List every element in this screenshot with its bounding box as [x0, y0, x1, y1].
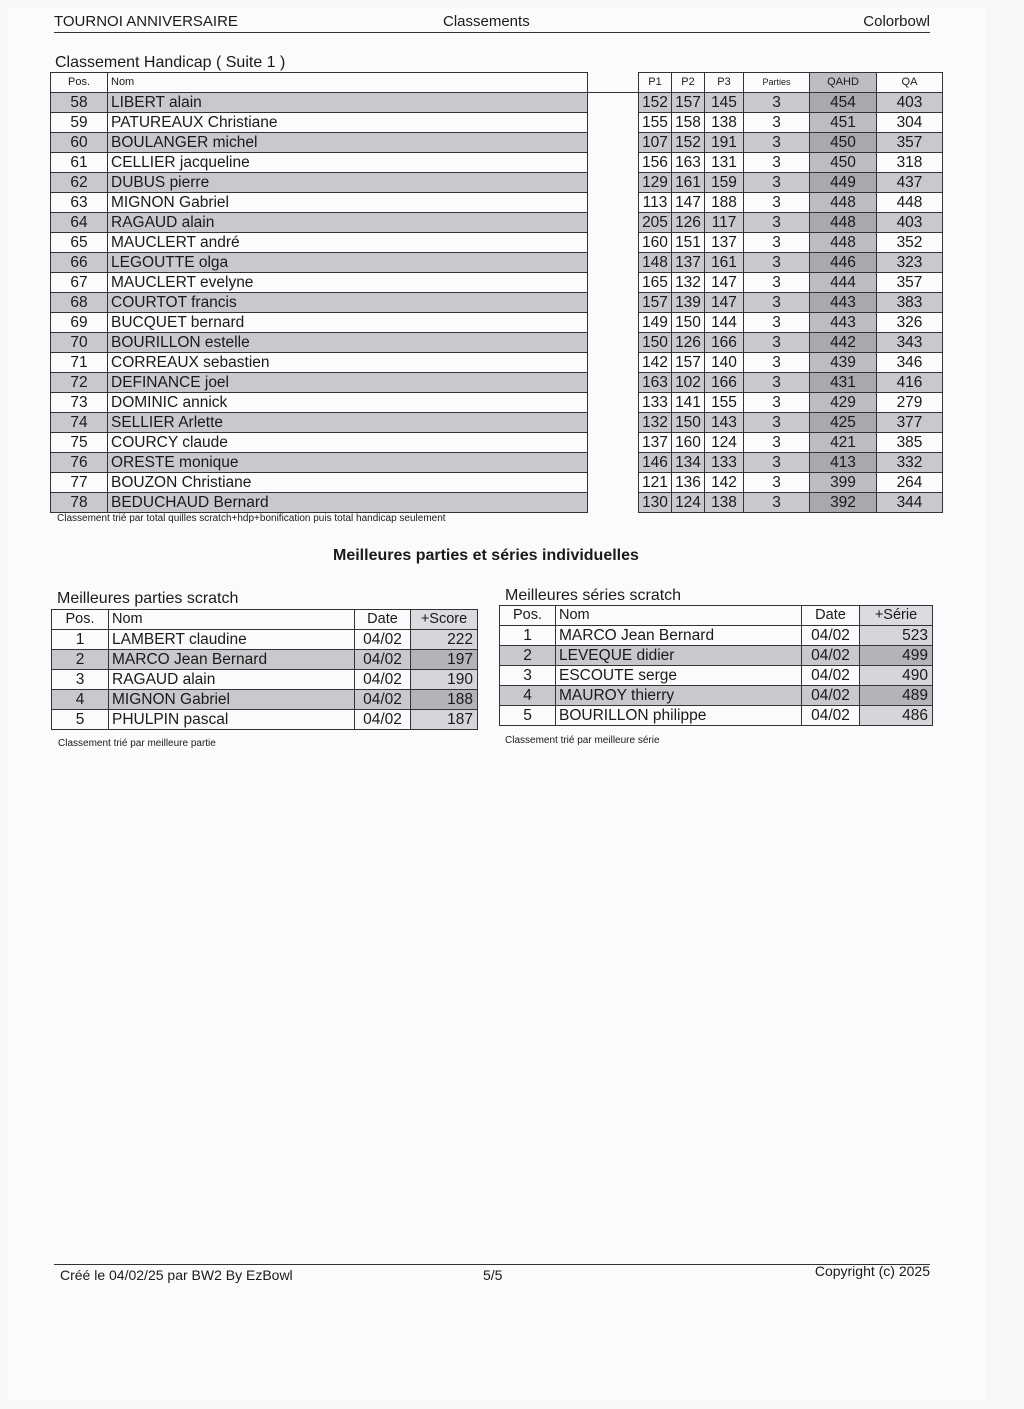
col-p2: P2 — [672, 73, 705, 93]
handicap-row — [51, 233, 943, 253]
row-nom: BOURILLON philippe — [556, 706, 802, 726]
row-gap — [588, 253, 639, 273]
row-p2: 157 — [672, 93, 705, 113]
row-qa: 343 — [877, 333, 943, 353]
row-p3: 159 — [705, 173, 744, 193]
row-qahd: 392 — [810, 493, 877, 513]
row-p2: 150 — [672, 313, 705, 333]
row-qa: 357 — [877, 133, 943, 153]
row-qahd: 448 — [810, 193, 877, 213]
row-qahd: 399 — [810, 473, 877, 493]
row-qahd: 431 — [810, 373, 877, 393]
row-nom: MAUCLERT andré — [108, 233, 588, 253]
row-p3: 155 — [705, 393, 744, 413]
row-pos: 2 — [500, 646, 556, 666]
row-qahd: 439 — [810, 353, 877, 373]
best-section-title: Meilleures parties et séries individuelles — [333, 547, 639, 564]
row-gap — [588, 473, 639, 493]
row-qahd: 442 — [810, 333, 877, 353]
row-qa: 352 — [877, 233, 943, 253]
row-qa: 448 — [877, 193, 943, 213]
row-nom: DEFINANCE joel — [108, 373, 588, 393]
row-nom: SELLIER Arlette — [108, 413, 588, 433]
row-p3: 191 — [705, 133, 744, 153]
table-row — [52, 670, 478, 690]
row-gap — [588, 193, 639, 213]
row-date: 04/02 — [355, 710, 411, 730]
row-p3: 124 — [705, 433, 744, 453]
bs-col-score: +Série — [860, 606, 933, 626]
row-nom: MIGNON Gabriel — [109, 690, 355, 710]
table-row — [52, 690, 478, 710]
row-p2: 147 — [672, 193, 705, 213]
row-parties: 3 — [744, 373, 810, 393]
handicap-row — [51, 153, 943, 173]
handicap-row — [51, 453, 943, 473]
row-qa: 264 — [877, 473, 943, 493]
row-gap — [588, 133, 639, 153]
row-parties: 3 — [744, 433, 810, 453]
row-pos: 69 — [51, 313, 108, 333]
row-p1: 146 — [639, 453, 672, 473]
row-qahd: 446 — [810, 253, 877, 273]
row-p3: 147 — [705, 293, 744, 313]
handicap-row — [51, 293, 943, 313]
col-qa: QA — [877, 73, 943, 93]
row-p1: 165 — [639, 273, 672, 293]
row-p1: 157 — [639, 293, 672, 313]
page-header — [54, 12, 930, 33]
row-p2: 151 — [672, 233, 705, 253]
handicap-row — [51, 273, 943, 293]
row-pos: 68 — [51, 293, 108, 313]
row-parties: 3 — [744, 173, 810, 193]
row-nom: ORESTE monique — [108, 453, 588, 473]
best-parties-title: Meilleures parties scratch — [57, 590, 239, 607]
row-pos: 4 — [52, 690, 109, 710]
handicap-row — [51, 173, 943, 193]
row-gap — [588, 433, 639, 453]
row-qahd: 451 — [810, 113, 877, 133]
best-parties-note: Classement trié par meilleure partie — [58, 738, 216, 749]
row-p2: 102 — [672, 373, 705, 393]
row-p3: 147 — [705, 273, 744, 293]
table-row — [500, 646, 933, 666]
row-p3: 166 — [705, 333, 744, 353]
row-nom: MAUCLERT evelyne — [108, 273, 588, 293]
handicap-row — [51, 113, 943, 133]
table-row — [52, 710, 478, 730]
row-gap — [588, 273, 639, 293]
row-p1: 155 — [639, 113, 672, 133]
row-p1: 121 — [639, 473, 672, 493]
row-date: 04/02 — [355, 690, 411, 710]
row-score: 490 — [860, 666, 933, 686]
table-row — [500, 686, 933, 706]
row-qahd: 444 — [810, 273, 877, 293]
bp-col-date: Date — [355, 610, 411, 630]
handicap-row — [51, 353, 943, 373]
row-p2: 150 — [672, 413, 705, 433]
row-gap — [588, 393, 639, 413]
row-pos: 64 — [51, 213, 108, 233]
bp-col-score: +Score — [411, 610, 478, 630]
row-gap — [588, 333, 639, 353]
row-pos: 60 — [51, 133, 108, 153]
row-parties: 3 — [744, 153, 810, 173]
row-p1: 129 — [639, 173, 672, 193]
handicap-row — [51, 253, 943, 273]
row-pos: 62 — [51, 173, 108, 193]
row-p3: 161 — [705, 253, 744, 273]
row-gap — [588, 153, 639, 173]
row-gap — [588, 293, 639, 313]
row-pos: 75 — [51, 433, 108, 453]
row-pos: 78 — [51, 493, 108, 513]
row-nom: CELLIER jacqueline — [108, 153, 588, 173]
row-qahd: 448 — [810, 213, 877, 233]
row-gap — [588, 173, 639, 193]
row-p2: 126 — [672, 213, 705, 233]
row-pos: 65 — [51, 233, 108, 253]
row-nom: PHULPIN pascal — [109, 710, 355, 730]
row-p3: 140 — [705, 353, 744, 373]
row-gap — [588, 453, 639, 473]
row-parties: 3 — [744, 213, 810, 233]
row-p1: 142 — [639, 353, 672, 373]
row-p1: 132 — [639, 413, 672, 433]
footer-copyright: Copyright (c) 2025 — [814, 1263, 930, 1279]
row-qa: 357 — [877, 273, 943, 293]
row-parties: 3 — [744, 253, 810, 273]
row-nom: COURCY claude — [108, 433, 588, 453]
row-p2: 137 — [672, 253, 705, 273]
row-gap — [588, 213, 639, 233]
row-date: 04/02 — [802, 686, 860, 706]
row-parties: 3 — [744, 413, 810, 433]
row-qa: 304 — [877, 113, 943, 133]
row-qa: 332 — [877, 453, 943, 473]
row-p1: 113 — [639, 193, 672, 213]
row-parties: 3 — [744, 293, 810, 313]
row-qahd: 450 — [810, 153, 877, 173]
row-p3: 131 — [705, 153, 744, 173]
row-pos: 59 — [51, 113, 108, 133]
row-nom: COURTOT francis — [108, 293, 588, 313]
handicap-row — [51, 433, 943, 453]
row-parties: 3 — [744, 313, 810, 333]
row-qa: 326 — [877, 313, 943, 333]
row-gap — [588, 413, 639, 433]
row-qahd: 454 — [810, 93, 877, 113]
row-qahd: 443 — [810, 313, 877, 333]
row-nom: MAUROY thierry — [556, 686, 802, 706]
col-p3: P3 — [705, 73, 744, 93]
bs-col-pos: Pos. — [500, 606, 556, 626]
row-p1: 152 — [639, 93, 672, 113]
row-p3: 145 — [705, 93, 744, 113]
best-series-title: Meilleures séries scratch — [505, 587, 682, 604]
row-pos: 3 — [52, 670, 109, 690]
row-p2: 132 — [672, 273, 705, 293]
row-date: 04/02 — [802, 626, 860, 646]
row-p3: 138 — [705, 493, 744, 513]
handicap-row — [51, 93, 943, 113]
row-p1: 148 — [639, 253, 672, 273]
row-parties: 3 — [744, 233, 810, 253]
handicap-row — [51, 133, 943, 153]
row-nom: MARCO Jean Bernard — [556, 626, 802, 646]
row-pos: 74 — [51, 413, 108, 433]
handicap-title: Classement Handicap ( Suite 1 ) — [55, 54, 286, 71]
row-qahd: 443 — [810, 293, 877, 313]
row-date: 04/02 — [802, 646, 860, 666]
row-gap — [588, 233, 639, 253]
row-nom: BUCQUET bernard — [108, 313, 588, 333]
row-qahd: 425 — [810, 413, 877, 433]
col-parties: Parties — [744, 73, 810, 93]
handicap-note: Classement trié par total quilles scratch+hdp+bonification puis total handicap seulement — [57, 513, 446, 524]
handicap-row — [51, 393, 943, 413]
col-pos: Pos. — [51, 73, 108, 93]
row-qahd: 449 — [810, 173, 877, 193]
handicap-row — [51, 413, 943, 433]
row-nom: MARCO Jean Bernard — [109, 650, 355, 670]
row-qahd: 421 — [810, 433, 877, 453]
row-nom: BEDUCHAUD Bernard — [108, 493, 588, 513]
row-pos: 5 — [500, 706, 556, 726]
row-score: 222 — [411, 630, 478, 650]
row-nom: LAMBERT claudine — [109, 630, 355, 650]
row-score: 489 — [860, 686, 933, 706]
row-parties: 3 — [744, 273, 810, 293]
row-pos: 71 — [51, 353, 108, 373]
row-p3: 143 — [705, 413, 744, 433]
row-parties: 3 — [744, 333, 810, 353]
row-pos: 61 — [51, 153, 108, 173]
row-pos: 63 — [51, 193, 108, 213]
row-qa: 318 — [877, 153, 943, 173]
row-qahd: 413 — [810, 453, 877, 473]
row-qa: 344 — [877, 493, 943, 513]
row-nom: DUBUS pierre — [108, 173, 588, 193]
header-tournament: TOURNOI ANNIVERSAIRE — [54, 13, 238, 30]
handicap-row — [51, 473, 943, 493]
row-score: 187 — [411, 710, 478, 730]
footer-page-number: 5/5 — [483, 1267, 503, 1283]
row-pos: 5 — [52, 710, 109, 730]
row-parties: 3 — [744, 133, 810, 153]
row-parties: 3 — [744, 353, 810, 373]
row-pos: 73 — [51, 393, 108, 413]
handicap-header-row — [51, 73, 943, 93]
row-p2: 139 — [672, 293, 705, 313]
row-qahd: 450 — [810, 133, 877, 153]
row-pos: 3 — [500, 666, 556, 686]
row-gap — [588, 493, 639, 513]
bp-col-nom: Nom — [109, 610, 355, 630]
row-p1: 137 — [639, 433, 672, 453]
row-p2: 160 — [672, 433, 705, 453]
row-gap — [588, 313, 639, 333]
row-p1: 163 — [639, 373, 672, 393]
row-parties: 3 — [744, 453, 810, 473]
row-p2: 157 — [672, 353, 705, 373]
row-parties: 3 — [744, 393, 810, 413]
row-p2: 134 — [672, 453, 705, 473]
row-qahd: 448 — [810, 233, 877, 253]
row-parties: 3 — [744, 113, 810, 133]
row-p2: 163 — [672, 153, 705, 173]
footer-created: Créé le 04/02/25 par BW2 By EzBowl — [60, 1267, 293, 1283]
row-p3: 133 — [705, 453, 744, 473]
best-series-header-row — [500, 606, 933, 626]
row-nom: CORREAUX sebastien — [108, 353, 588, 373]
row-p3: 188 — [705, 193, 744, 213]
row-qa: 403 — [877, 93, 943, 113]
row-p1: 205 — [639, 213, 672, 233]
row-qa: 323 — [877, 253, 943, 273]
row-nom: ESCOUTE serge — [556, 666, 802, 686]
row-p1: 133 — [639, 393, 672, 413]
row-p3: 142 — [705, 473, 744, 493]
row-gap — [588, 113, 639, 133]
bs-col-nom: Nom — [556, 606, 802, 626]
handicap-row — [51, 493, 943, 513]
row-score: 190 — [411, 670, 478, 690]
row-p2: 152 — [672, 133, 705, 153]
row-nom: BOULANGER michel — [108, 133, 588, 153]
best-parties-table — [51, 609, 478, 730]
col-gap — [588, 73, 639, 93]
row-nom: PATUREAUX Christiane — [108, 113, 588, 133]
header-section: Classements — [443, 13, 530, 30]
row-pos: 72 — [51, 373, 108, 393]
row-score: 188 — [411, 690, 478, 710]
row-p2: 124 — [672, 493, 705, 513]
row-pos: 66 — [51, 253, 108, 273]
row-p2: 141 — [672, 393, 705, 413]
row-qa: 279 — [877, 393, 943, 413]
row-p1: 107 — [639, 133, 672, 153]
row-pos: 77 — [51, 473, 108, 493]
row-nom: BOUZON Christiane — [108, 473, 588, 493]
table-row — [500, 706, 933, 726]
row-nom: RAGAUD alain — [108, 213, 588, 233]
best-series-table — [499, 605, 933, 726]
row-p3: 138 — [705, 113, 744, 133]
row-date: 04/02 — [355, 670, 411, 690]
row-p3: 137 — [705, 233, 744, 253]
handicap-row — [51, 333, 943, 353]
row-score: 486 — [860, 706, 933, 726]
row-date: 04/02 — [355, 630, 411, 650]
row-pos: 70 — [51, 333, 108, 353]
row-p3: 144 — [705, 313, 744, 333]
col-p1: P1 — [639, 73, 672, 93]
handicap-row — [51, 213, 943, 233]
row-pos: 1 — [52, 630, 109, 650]
row-pos: 1 — [500, 626, 556, 646]
row-parties: 3 — [744, 493, 810, 513]
row-nom: BOURILLON estelle — [108, 333, 588, 353]
row-score: 499 — [860, 646, 933, 666]
handicap-table — [50, 72, 943, 513]
page-footer — [54, 1264, 930, 1285]
row-p1: 149 — [639, 313, 672, 333]
row-parties: 3 — [744, 193, 810, 213]
row-qa: 383 — [877, 293, 943, 313]
handicap-row — [51, 193, 943, 213]
row-qa: 377 — [877, 413, 943, 433]
row-p2: 161 — [672, 173, 705, 193]
row-date: 04/02 — [802, 666, 860, 686]
bs-col-date: Date — [802, 606, 860, 626]
row-p2: 126 — [672, 333, 705, 353]
row-p3: 166 — [705, 373, 744, 393]
row-p1: 150 — [639, 333, 672, 353]
row-pos: 67 — [51, 273, 108, 293]
row-nom: LEGOUTTE olga — [108, 253, 588, 273]
row-parties: 3 — [744, 473, 810, 493]
row-parties: 3 — [744, 93, 810, 113]
row-qa: 346 — [877, 353, 943, 373]
best-series-note: Classement trié par meilleure série — [505, 735, 660, 746]
row-nom: MIGNON Gabriel — [108, 193, 588, 213]
table-row — [500, 626, 933, 646]
row-qahd: 429 — [810, 393, 877, 413]
row-p1: 130 — [639, 493, 672, 513]
row-pos: 58 — [51, 93, 108, 113]
col-nom: Nom — [108, 73, 588, 93]
row-date: 04/02 — [355, 650, 411, 670]
row-nom: DOMINIC annick — [108, 393, 588, 413]
row-p3: 117 — [705, 213, 744, 233]
row-nom: LEVEQUE didier — [556, 646, 802, 666]
row-p2: 158 — [672, 113, 705, 133]
bp-col-pos: Pos. — [52, 610, 109, 630]
row-qa: 437 — [877, 173, 943, 193]
row-gap — [588, 93, 639, 113]
row-gap — [588, 373, 639, 393]
row-pos: 76 — [51, 453, 108, 473]
row-nom: LIBERT alain — [108, 93, 588, 113]
row-p1: 156 — [639, 153, 672, 173]
best-parties-header-row — [52, 610, 478, 630]
row-p2: 136 — [672, 473, 705, 493]
row-qa: 403 — [877, 213, 943, 233]
row-score: 523 — [860, 626, 933, 646]
row-qa: 416 — [877, 373, 943, 393]
row-date: 04/02 — [802, 706, 860, 726]
row-gap — [588, 353, 639, 373]
handicap-row — [51, 373, 943, 393]
table-row — [52, 650, 478, 670]
col-qahd: QAHD — [810, 73, 877, 93]
row-p1: 160 — [639, 233, 672, 253]
handicap-row — [51, 313, 943, 333]
table-row — [52, 630, 478, 650]
row-qa: 385 — [877, 433, 943, 453]
header-club: Colorbowl — [863, 13, 930, 30]
table-row — [500, 666, 933, 686]
row-pos: 2 — [52, 650, 109, 670]
row-pos: 4 — [500, 686, 556, 706]
row-score: 197 — [411, 650, 478, 670]
row-nom: RAGAUD alain — [109, 670, 355, 690]
